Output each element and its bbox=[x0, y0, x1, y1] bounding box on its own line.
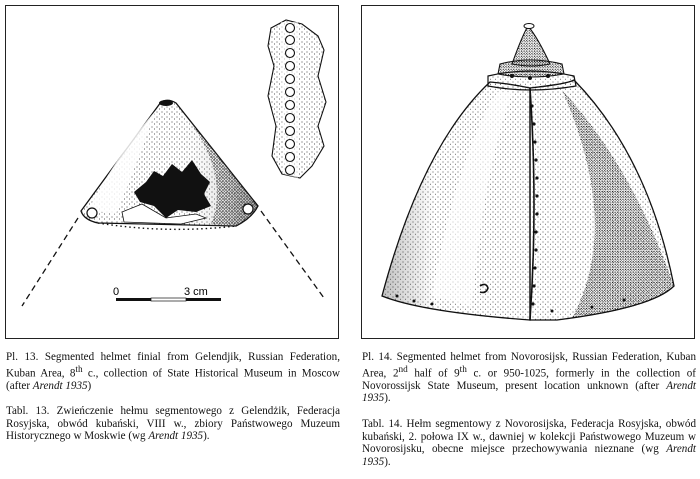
rivet-strip-fragment bbox=[268, 20, 326, 178]
helmet-body bbox=[382, 80, 674, 320]
plate-14-figure bbox=[361, 5, 695, 339]
scale-start-label: 0 bbox=[113, 286, 120, 298]
plate-13-figure bbox=[5, 5, 339, 339]
caption-plate-13-polish bbox=[6, 405, 340, 443]
scale-end-label: 3 cm bbox=[184, 286, 208, 298]
segmented-helmet-drawing bbox=[362, 6, 694, 338]
caption-citation: Arendt 1935 bbox=[362, 443, 696, 468]
caption-text: ). bbox=[203, 430, 210, 443]
caption-plate-14-polish bbox=[362, 418, 696, 468]
reconstruction-line-right bbox=[261, 211, 324, 298]
caption-text: ). bbox=[384, 392, 391, 405]
caption-superscript: th bbox=[459, 364, 467, 375]
helmet-finial-drawing bbox=[6, 6, 338, 338]
caption-text: ). bbox=[384, 455, 391, 468]
caption-superscript: nd bbox=[398, 364, 408, 375]
caption-text: Tabl. 14. Hełm segmentowy z Novorosijska, Federacja Rosyjska, obwód kubański, 2. połowa IX w., dawniej w kolekcji Państwowego Muzeum w Novorosijsku, obecne miejsce przechowywania nieznane (wg bbox=[362, 418, 696, 456]
caption-superscript: th bbox=[75, 364, 83, 375]
caption-plate-13-english bbox=[6, 351, 340, 392]
reconstruction-line-left bbox=[22, 218, 78, 306]
caption-citation: Arendt 1935 bbox=[148, 430, 204, 443]
caption-text: ) bbox=[87, 379, 92, 392]
caption-text: half of 9 bbox=[407, 367, 460, 380]
caption-citation: Arendt 1935 bbox=[32, 379, 88, 392]
caption-text: Tabl. 13. Zwieńczenie hełmu segmentowego z Gelendżik, Federacja Rosyjska, obwód kubański, VIII w., zbiory Państwowego Muzeum Historycznego w Moskwie (wg bbox=[6, 405, 340, 443]
caption-text: c., collection of State Historical Museum in Moscow (after bbox=[6, 367, 340, 392]
caption-text: Pl. 14. Segmented helmet from Novorosijsk, Russian Federation, Kuban Area, 2 bbox=[362, 351, 696, 380]
caption-text: Pl. 13. Segmented helmet finial from Gelendjik, Russian Federation, Kuban Area, 8 bbox=[6, 351, 340, 380]
caption-plate-14-english bbox=[362, 351, 696, 405]
finial-cone bbox=[81, 100, 258, 229]
helmet-finial bbox=[488, 24, 576, 91]
caption-text: c. or 950-1025, formerly in the collection of Novorossijsk State Museum, present location unknown (after bbox=[362, 367, 696, 392]
scale-bar bbox=[113, 286, 221, 301]
caption-citation: Arendt 1935 bbox=[362, 379, 696, 405]
